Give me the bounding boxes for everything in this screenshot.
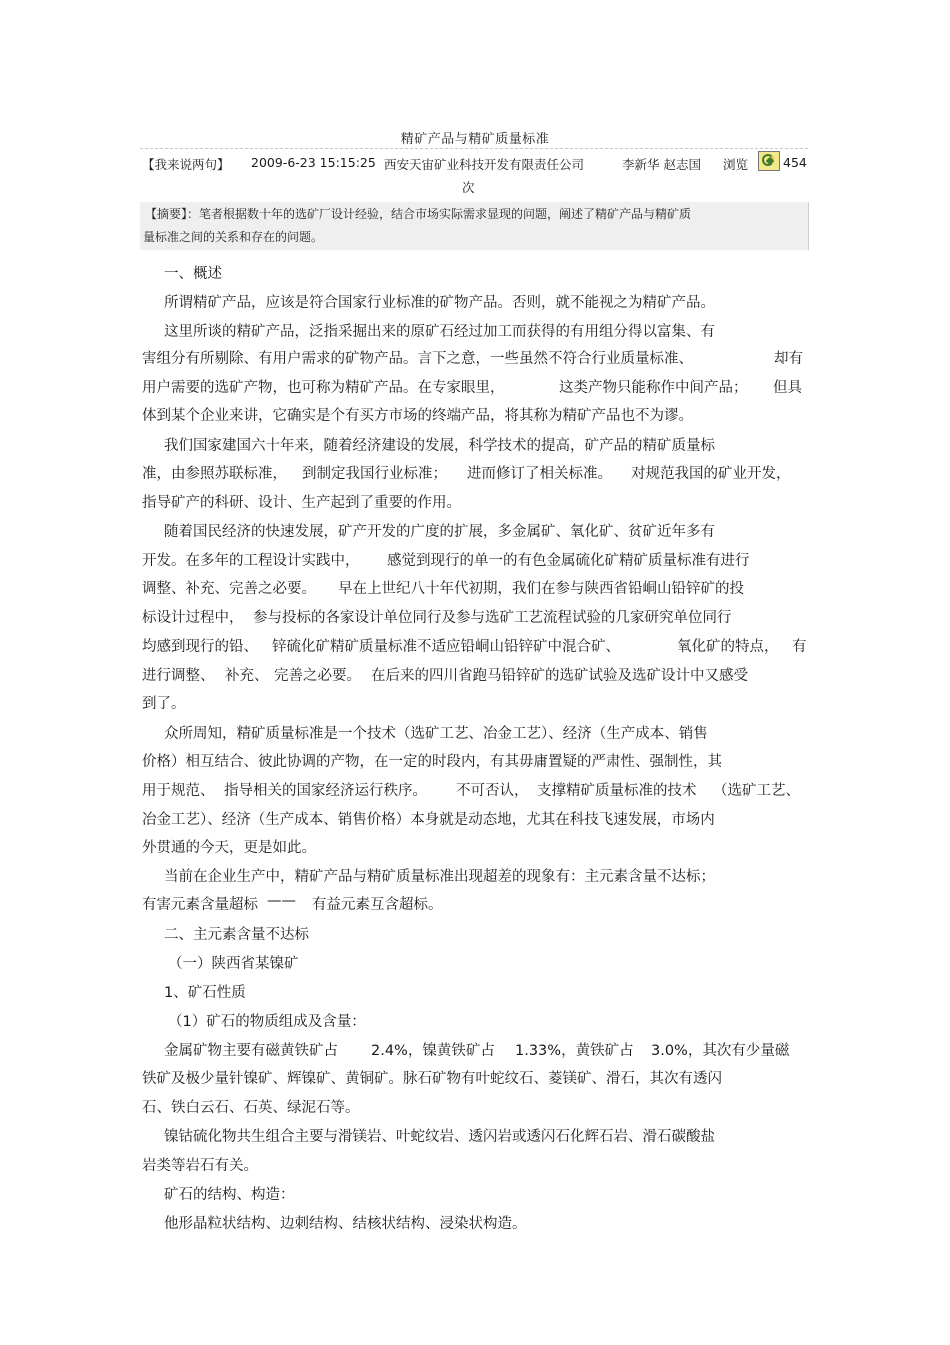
- body-line: ——: [267, 893, 296, 909]
- abstract-label: 【摘要】: [145, 207, 188, 221]
- body-line: 补充、: [225, 668, 269, 684]
- body-line: 有益元素互含超标。: [312, 897, 443, 913]
- body-line: 冶金工艺）、经济（生产成本、销售价格）本身就是动态地，尤其在科技飞速发展，市场内: [142, 812, 715, 828]
- body-line: 到制定我国行业标准；: [302, 466, 447, 482]
- authors: 李新华 赵志国: [622, 157, 701, 172]
- body-line: 开发。在多年的工程设计实践中，: [142, 553, 360, 569]
- body-line: 害组分有所剔除、有用户需求的矿物产品。言下之意，一些虽然不符合行业质量标准、: [142, 351, 693, 367]
- body-line: 有: [792, 639, 807, 655]
- body-line: 这里所谈的精矿产品，泛指采掘出来的原矿石经过加工而获得的有用组分得以富集、有: [164, 324, 715, 340]
- body-line: 1.33%，黄铁矿占: [515, 1043, 634, 1059]
- view-counter-icon: [758, 151, 780, 171]
- body-line: 他形晶粒状结构、边刺结构、结核状结构、浸染状构造。: [164, 1216, 527, 1232]
- title-divider: [140, 148, 808, 149]
- body-line: 不可否认，: [456, 783, 529, 799]
- body-line: 3.0%，其次有少量磁: [651, 1043, 790, 1059]
- section-heading: 二、主元素含量不达标: [164, 927, 309, 943]
- subsection-heading: 1、矿石性质: [164, 985, 246, 1001]
- body-line: 均感到现行的铅、: [142, 639, 258, 655]
- body-line: 镍钴硫化物共生组合主要与滑镁岩、叶蛇纹岩、透闪岩或透闪石化辉石岩、滑石碳酸盐: [164, 1129, 715, 1145]
- body-line: 却有: [774, 351, 803, 367]
- body-line: 对规范我国的矿业开发，: [631, 466, 791, 482]
- body-line: 有害元素含量超标: [142, 897, 258, 913]
- abstract-box: [140, 202, 809, 250]
- views-count: 454: [783, 155, 807, 170]
- views-label: 浏览: [723, 157, 749, 172]
- subsection-heading: （一）陕西省某镍矿: [168, 956, 299, 972]
- abstract-text-line-1: ：笔者根据数十年的选矿厂设计经验，结合市场实际需求显现的问题，阐述了精矿产品与精矿质: [187, 207, 692, 221]
- source-company: 西安天宙矿业科技开发有限责任公司: [384, 157, 585, 172]
- body-line: 用于规范、: [142, 783, 215, 799]
- body-line: 进行调整、: [142, 668, 215, 684]
- body-line: 体到某个企业来讲，它确实是个有买方市场的终端产品，将其称为精矿产品也不为谬。: [142, 408, 693, 424]
- subsection-heading: （1）矿石的物质组成及含量：: [168, 1014, 366, 1030]
- body-line: 指导矿产的科研、设计、生产起到了重要的作用。: [142, 495, 461, 511]
- body-line: （选矿工艺、: [713, 783, 800, 799]
- article-title: 精矿产品与精矿质量标准: [400, 132, 550, 147]
- publish-datetime: 2009-6-23 15:15:25: [251, 155, 376, 170]
- body-line: 到了。: [142, 696, 186, 712]
- body-line: 支撑精矿质量标准的技术: [537, 783, 697, 799]
- section-heading: 一、概述: [164, 266, 222, 282]
- body-line: 标设计过程中，: [142, 610, 244, 626]
- body-line: 价格）相互结合、彼此协调的产物，在一定的时段内，有其毋庸置疑的严肃性、强制性，其: [142, 754, 722, 770]
- body-line: 铁矿及极少量针镍矿、辉镍矿、黄铜矿。脉石矿物有叶蛇纹石、菱镁矿、滑石，其次有透闪: [142, 1071, 722, 1087]
- body-line: 2.4%，镍黄铁矿占: [371, 1043, 495, 1059]
- body-line: 感觉到现行的单一的有色金属硫化矿精矿质量标准有进行: [387, 553, 750, 569]
- body-line: 锌硫化矿精矿质量标准不适应铅峒山铅锌矿中混合矿、: [272, 639, 620, 655]
- body-line: 准，由参照苏联标准，: [142, 466, 287, 482]
- body-line: 众所周知，精矿质量标准是一个技术（选矿工艺、冶金工艺）、经济（生产成本、销售: [164, 726, 708, 742]
- body-line: 所谓精矿产品，应该是符合国家行业标准的矿物产品。否则，就不能视之为精矿产品。: [164, 295, 715, 311]
- body-line: 岩类等岩石有关。: [142, 1158, 258, 1174]
- body-line: 指导相关的国家经济运行秩序。: [224, 783, 427, 799]
- body-line: 但具: [773, 380, 802, 396]
- comment-link[interactable]: 【我来说两句】: [142, 157, 230, 172]
- body-line: 金属矿物主要有磁黄铁矿占: [164, 1043, 338, 1059]
- body-line: 外贯通的今天，更是如此。: [142, 840, 316, 856]
- body-line: 早在上世纪八十年代初期，我们在参与陕西省铅峒山铅锌矿的投: [338, 581, 744, 597]
- body-line: 矿石的结构、构造：: [164, 1187, 295, 1203]
- body-line: 进而修订了相关标准。: [467, 466, 612, 482]
- views-unit: 次: [462, 180, 475, 195]
- body-line: 石、铁白云石、石英、绿泥石等。: [142, 1100, 360, 1116]
- body-line: 我们国家建国六十年来，随着经济建设的发展，科学技术的提高，矿产品的精矿质量标: [164, 438, 715, 454]
- body-line: 在后来的四川省跑马铅锌矿的选矿试验及选矿设计中又感受: [371, 668, 748, 684]
- body-line: 当前在企业生产中，精矿产品与精矿质量标准出现超差的现象有：主元素含量不达标；: [164, 869, 715, 885]
- body-line: 参与投标的各家设计单位同行及参与选矿工艺流程试验的几家研究单位同行: [253, 610, 732, 626]
- body-line: 这类产物只能称作中间产品；: [559, 380, 748, 396]
- body-line: 用户需要的选矿产物，也可称为精矿产品。在专家眼里，: [142, 380, 505, 396]
- body-line: 调整、补充、完善之必要。: [142, 581, 316, 597]
- body-line: 随着国民经济的快速发展，矿产开发的广度的扩展，多金属矿、氧化矿、贫矿近年多有: [164, 524, 715, 540]
- body-line: 氧化矿的特点，: [677, 639, 779, 655]
- abstract-text-line-2: 量标准之间的关系和存在的问题。: [143, 230, 324, 244]
- body-line: 完善之必要。: [274, 668, 361, 684]
